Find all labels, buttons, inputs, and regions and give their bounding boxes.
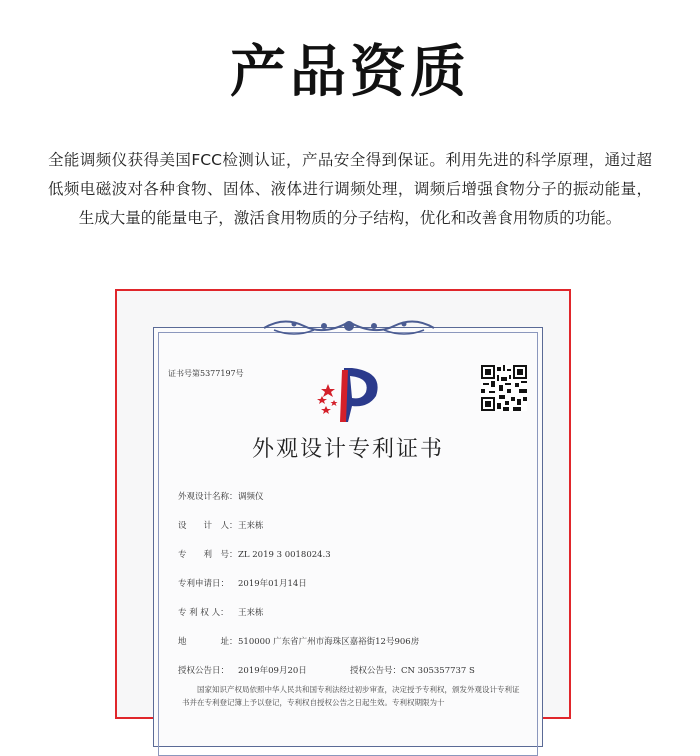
field-value: 王来栋 bbox=[238, 521, 264, 531]
field-label: 专利申请日： bbox=[178, 579, 230, 589]
field-value: ZL 2019 3 0018024.3 bbox=[238, 550, 331, 560]
field-label: 授权公告日： bbox=[178, 666, 230, 676]
field-value: 2019年09月20日 bbox=[238, 666, 307, 676]
field-value: 调频仪 bbox=[238, 492, 264, 502]
field-application-date bbox=[178, 577, 307, 589]
certificate-notice: 国家知识产权局依照中华人民共和国专利法经过初步审查，决定授予专利权，颁发外观设计专利证书并在专利登记簿上予以登记，专利权自授权公告之日起生效。专利权期限为十 bbox=[182, 685, 520, 707]
field-patentee bbox=[178, 606, 264, 618]
field-label: 外观设计名称： bbox=[178, 492, 238, 502]
field-label: 授权公告号： bbox=[350, 666, 402, 676]
field-label: 地 址： bbox=[178, 637, 238, 647]
page-title: 产品资质 bbox=[230, 40, 470, 105]
field-address bbox=[178, 635, 419, 647]
field-value: CN 305357737 S bbox=[401, 666, 475, 676]
field-label: 设 计 人： bbox=[178, 521, 238, 531]
patent-certificate bbox=[153, 327, 543, 747]
qr-code-icon bbox=[481, 365, 527, 411]
field-designer bbox=[178, 519, 264, 531]
field-grant-date bbox=[178, 664, 307, 676]
field-design-name bbox=[178, 490, 264, 502]
field-value: 2019年01月14日 bbox=[238, 579, 307, 589]
field-announcement-number bbox=[350, 664, 475, 676]
ornament-icon bbox=[254, 314, 444, 340]
patent-office-emblem-icon bbox=[304, 362, 394, 424]
field-label: 专 利 权 人： bbox=[178, 608, 229, 618]
certificate-photo-frame bbox=[115, 289, 571, 719]
field-patent-number bbox=[178, 548, 331, 560]
product-description: 全能调频仪获得美国FCC检测认证，产品安全得到保证。利用先进的科学原理，通过超低频电磁波对各种食物、固体、液体进行调频处理，调频后增强食物分子的振动能量，生成大量的能量电子，激活食用物质的分子结构，优化和改善食用物质的功能。 bbox=[48, 151, 652, 227]
field-value: 王来栋 bbox=[238, 608, 264, 618]
certificate-number: 证书号第5377197号 bbox=[168, 369, 244, 378]
field-label: 专 利 号： bbox=[178, 550, 238, 560]
field-value: 510000 广东省广州市海珠区嘉裕街12号906房 bbox=[238, 637, 420, 647]
certificate-title: 外观设计专利证书 bbox=[251, 437, 444, 462]
